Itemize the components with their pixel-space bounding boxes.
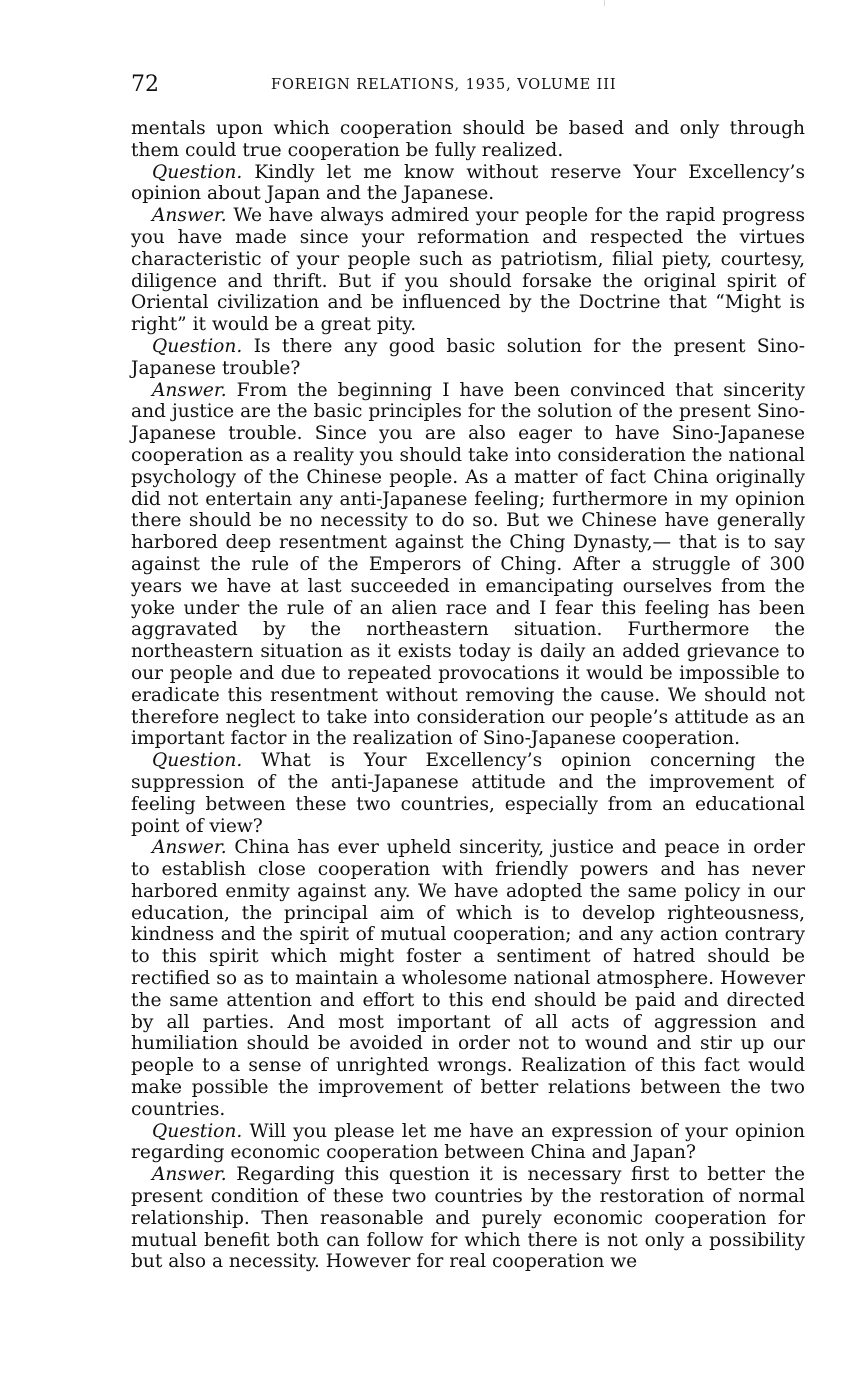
speaker-label: Question. xyxy=(152,750,243,772)
paragraph-text: Will you please let me have an expression of your opinion regarding economic cooperation between China and Japan? xyxy=(131,1120,805,1164)
paragraph-continuation xyxy=(131,118,805,162)
speaker-label: Question. xyxy=(152,335,243,357)
running-title: FOREIGN RELATIONS, 1935, VOLUME III xyxy=(271,77,617,93)
paragraph-text: What is Your Excellency’s opinion concerning the suppression of the anti-Japanese attitude and the improvement of feeling between these two countries, especially from an educational point of view? xyxy=(131,750,805,837)
page-number: 72 xyxy=(131,72,159,97)
paragraph-text: Regarding this question it is necessary first to better the present condition of these two countries by the restoration of normal relationship. Then reasonable and purely economic cooperation for mutual benefit both can follow for which there is not only a possibility but also a necessity. However for real cooperation we xyxy=(131,1164,805,1273)
paragraph-question xyxy=(131,162,805,206)
page-header xyxy=(131,72,805,100)
paragraph-text: We have always admired your people for the rapid progress you have made since your reformation and respected the virtues characteristic of your people such as patriotism, filial piety, courtesy, diligence and thrift. But if you should forsake the original spirit of Oriental civilization and be influenced by the Doctrine that “Might is right” it would be a great pity. xyxy=(131,205,805,336)
speaker-label: Answer. xyxy=(152,205,227,227)
paragraph-text: Is there any good basic solution for the present Sino-Japanese trouble? xyxy=(131,335,805,379)
paragraph-question xyxy=(131,750,805,837)
paragraph-question xyxy=(131,336,805,380)
body-text xyxy=(131,118,805,1273)
paragraph-text: China has ever upheld sincerity, justice and peace in order to establish close cooperation with friendly powers and has never harbored enmity against any. We have adopted the same policy in our education, the principal aim of which is to develop righteousness, kindness and the spirit of mutual cooperation; and any action contrary to this spirit which might foster a sentiment of hatred should be rectified so as to maintain a wholesome national atmosphere. However the same attention and effort to this end should be paid and directed by all parties. And most important of all acts of aggression and humiliation should be avoided in order not to wound and stir up our people to a sense of unrighted wrongs. Realization of this fact would make possible the improvement of better relations between the two countries. xyxy=(131,837,805,1120)
paragraph-question xyxy=(131,1121,805,1165)
speaker-label: Answer. xyxy=(152,1164,227,1186)
speaker-label: Answer. xyxy=(152,837,227,859)
speaker-label: Answer. xyxy=(152,379,227,401)
scan-mark xyxy=(604,0,605,6)
paragraph-text: mentals upon which cooperation should be based and only through them could true cooperation be fully realized. xyxy=(131,118,805,161)
paragraph-answer xyxy=(131,205,805,336)
paragraph-text: From the beginning I have been convinced that sincerity and justice are the basic principles for the solution of the present Sino-Japanese trouble. Since you are also eager to have Sino-Japanese cooperation as a reality you should take into consideration the national psychology of the Chinese people. As a matter of fact China originally did not entertain any anti-Japanese feeling; furthermore in my opinion there should be no necessity to do so. But we Chinese have generally harbored deep resentment against the Ching Dynasty,— that is to say against the rule of the Emperors of Ching. After a struggle of 300 years we have at last succeeded in emancipating ourselves from the yoke under the rule of an alien race and I fear this feeling has been aggravated by the northeastern situation. Furthermore the northeastern situation as it exists today is daily an added grievance to our people and due to repeated provocations it would be impossible to eradicate this resentment without removing the cause. We should not therefore neglect to take into consideration our people’s attitude as an important factor in the realization of Sino-Japanese cooperation. xyxy=(131,379,805,750)
paragraph-answer xyxy=(131,837,805,1120)
paragraph-answer xyxy=(131,1164,805,1273)
speaker-label: Question. xyxy=(152,1120,243,1142)
paragraph-answer xyxy=(131,380,805,751)
speaker-label: Question. xyxy=(152,161,243,183)
paragraph-text: Kindly let me know without reserve Your Excellency’s opinion about Japan and the Japanese. xyxy=(131,161,805,205)
